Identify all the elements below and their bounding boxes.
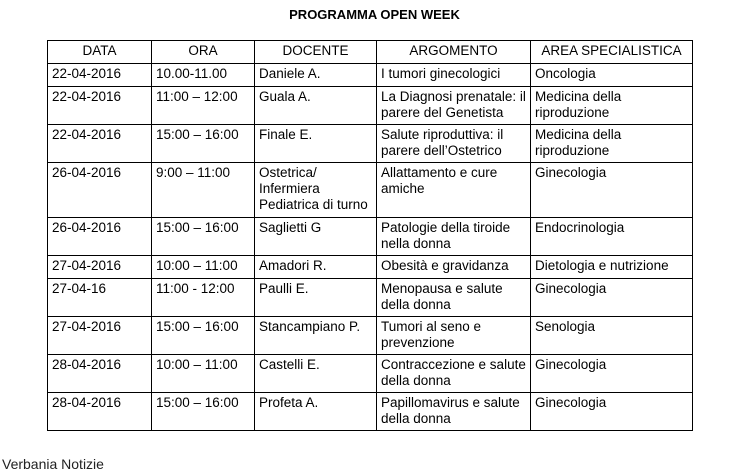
cell-ora: 15:00 – 16:00: [152, 317, 255, 355]
cell-argomento: Tumori al seno e prevenzione: [377, 317, 531, 355]
cell-ora: 9:00 – 11:00: [152, 163, 255, 218]
cell-argomento: Papillomavirus e salute della donna: [377, 393, 531, 431]
cell-area: Endocrinologia: [531, 218, 693, 256]
column-header-data: DATA: [48, 41, 152, 64]
cell-ora: 10:00 – 11:00: [152, 256, 255, 279]
cell-ora: 10.00-11.00: [152, 64, 255, 87]
cell-ora: 11:00 – 12:00: [152, 87, 255, 125]
cell-data: 27-04-2016: [48, 256, 152, 279]
table-row: [48, 125, 693, 163]
cell-docente: Paulli E.: [255, 279, 377, 317]
column-header-argomento: ARGOMENTO: [377, 41, 531, 64]
cell-argomento: La Diagnosi prenatale: il parere del Genetista: [377, 87, 531, 125]
cell-argomento: Allattamento e cure amiche: [377, 163, 531, 218]
cell-data: 27-04-16: [48, 279, 152, 317]
column-header-docente: DOCENTE: [255, 41, 377, 64]
cell-data: 22-04-2016: [48, 64, 152, 87]
cell-docente: Amadori R.: [255, 256, 377, 279]
cell-argomento: Patologie della tiroide nella donna: [377, 218, 531, 256]
cell-docente: Ostetrica/ Infermiera Pediatrica di turno: [255, 163, 377, 218]
source-caption: Verbania Notizie: [2, 456, 104, 472]
table-row: [48, 393, 693, 431]
cell-area: Medicina della riproduzione: [531, 125, 693, 163]
cell-data: 27-04-2016: [48, 317, 152, 355]
cell-argomento: Obesità e gravidanza: [377, 256, 531, 279]
cell-docente: Daniele A.: [255, 64, 377, 87]
cell-data: 28-04-2016: [48, 355, 152, 393]
schedule-table: [47, 40, 693, 431]
cell-ora: 15:00 – 16:00: [152, 393, 255, 431]
cell-ora: 10:00 – 11:00: [152, 355, 255, 393]
cell-docente: Castelli E.: [255, 355, 377, 393]
cell-area: Dietologia e nutrizione: [531, 256, 693, 279]
column-header-ora: ORA: [152, 41, 255, 64]
cell-data: 22-04-2016: [48, 125, 152, 163]
cell-data: 26-04-2016: [48, 163, 152, 218]
cell-area: Medicina della riproduzione: [531, 87, 693, 125]
table-row: [48, 279, 693, 317]
cell-area: Ginecologia: [531, 355, 693, 393]
cell-argomento: Contraccezione e salute della donna: [377, 355, 531, 393]
cell-data: 28-04-2016: [48, 393, 152, 431]
cell-area: Ginecologia: [531, 393, 693, 431]
table-row: [48, 64, 693, 87]
table-row: [48, 355, 693, 393]
table-row: [48, 317, 693, 355]
cell-argomento: I tumori ginecologici: [377, 64, 531, 87]
cell-docente: Stancampiano P.: [255, 317, 377, 355]
cell-area: Oncologia: [531, 64, 693, 87]
table-row: [48, 218, 693, 256]
cell-argomento: Menopausa e salute della donna: [377, 279, 531, 317]
cell-ora: 11:00 - 12:00: [152, 279, 255, 317]
cell-data: 22-04-2016: [48, 87, 152, 125]
cell-docente: Saglietti G: [255, 218, 377, 256]
cell-area: Ginecologia: [531, 163, 693, 218]
cell-area: Senologia: [531, 317, 693, 355]
document-title: PROGRAMMA OPEN WEEK: [289, 7, 460, 22]
table-row: [48, 256, 693, 279]
cell-docente: Finale E.: [255, 125, 377, 163]
cell-argomento: Salute riproduttiva: il parere dell’Ostetrico: [377, 125, 531, 163]
cell-data: 26-04-2016: [48, 218, 152, 256]
cell-ora: 15:00 – 16:00: [152, 218, 255, 256]
table-row: [48, 163, 693, 218]
cell-area: Ginecologia: [531, 279, 693, 317]
table-row: [48, 87, 693, 125]
cell-ora: 15:00 – 16:00: [152, 125, 255, 163]
column-header-area: AREA SPECIALISTICA: [531, 41, 693, 64]
cell-docente: Profeta A.: [255, 393, 377, 431]
cell-docente: Guala A.: [255, 87, 377, 125]
table-header-row: [48, 41, 693, 64]
